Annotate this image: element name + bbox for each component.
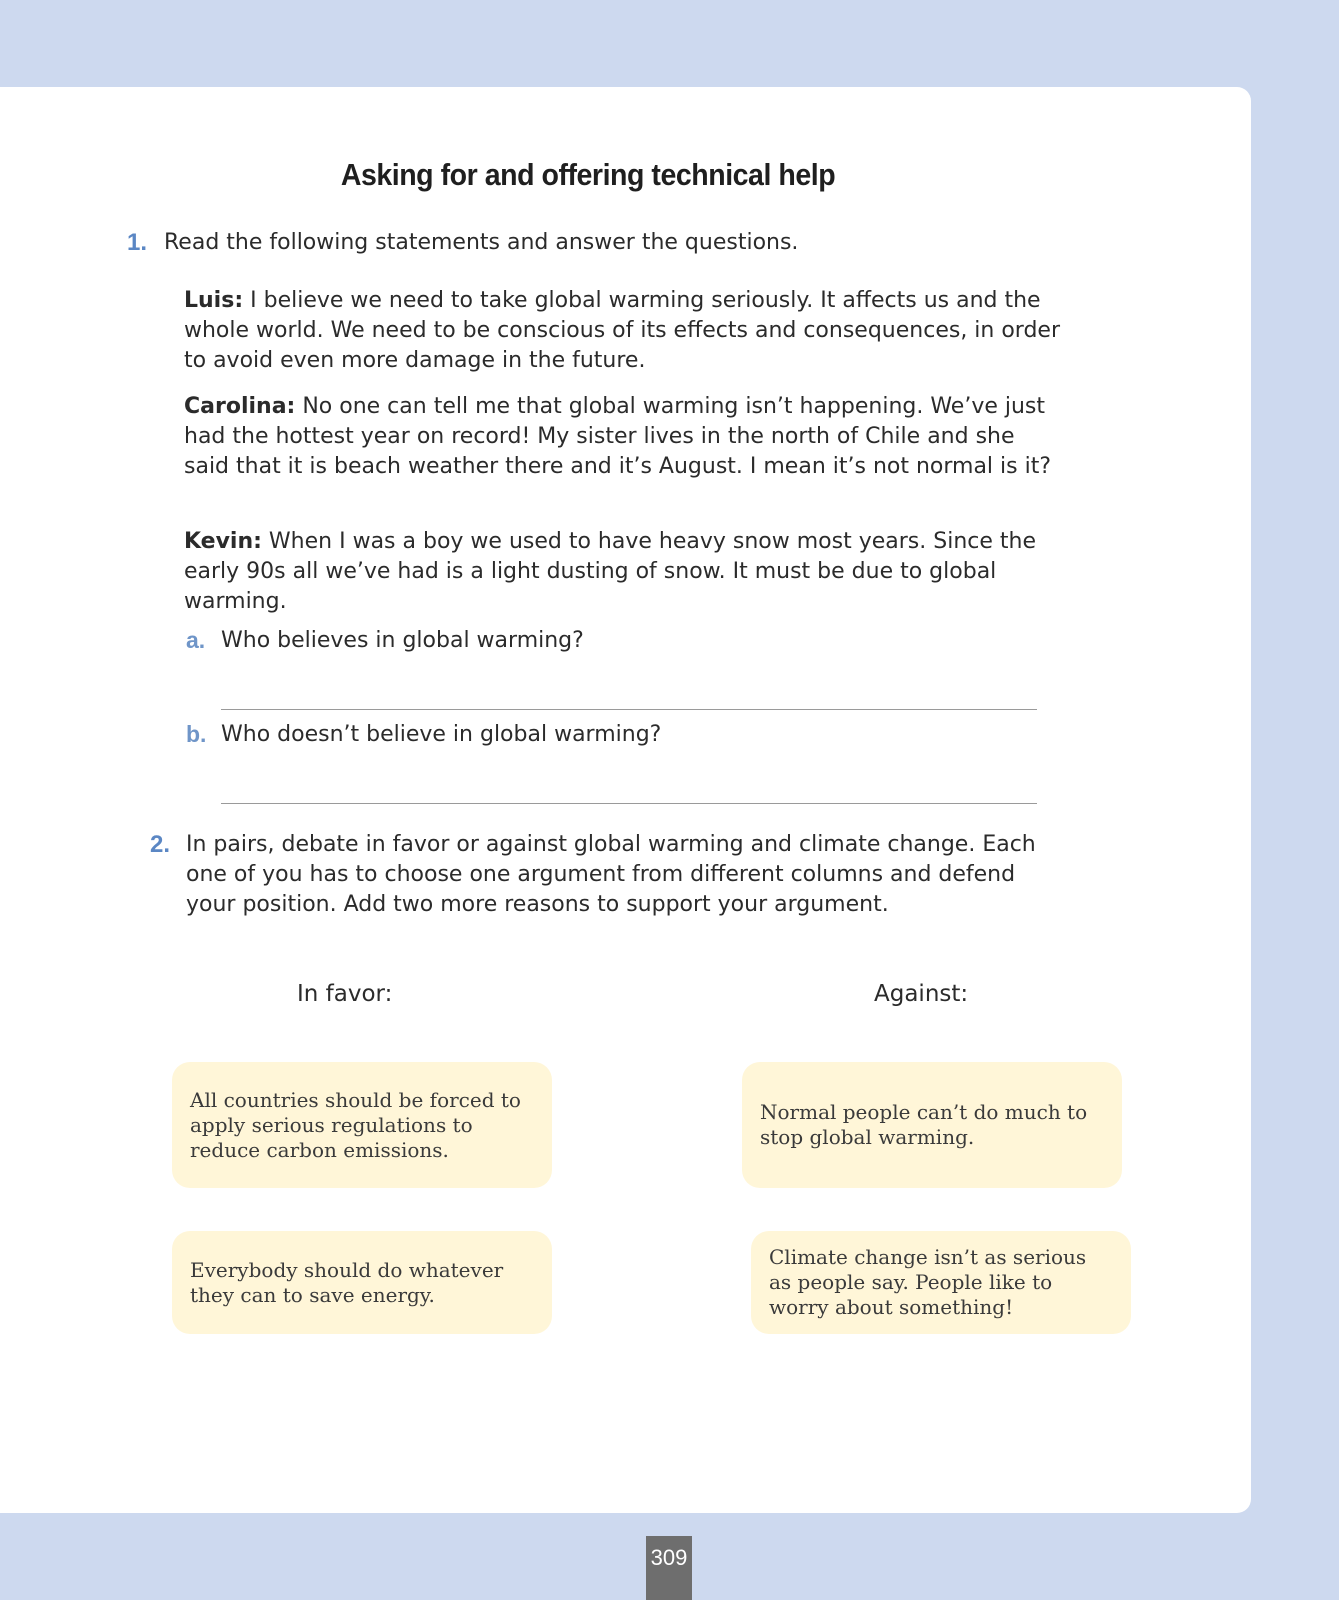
page-number: 309 [646, 1536, 692, 1600]
answer-line-a[interactable] [221, 709, 1037, 710]
worksheet-page [0, 87, 1251, 1513]
question-1-instruction: Read the following statements and answer the questions. [164, 230, 799, 255]
argument-card-against-1[interactable]: Normal people can’t do much to stop global warming. [742, 1062, 1122, 1188]
statement-text: When I was a boy we used to have heavy snow most years. Since the early 90s all we’ve had is a light dusting of snow. It must be due to global warming. [184, 529, 1036, 614]
statement-text: No one can tell me that global warming isn’t happening. We’ve just had the hottest year on record! My sister lives in the north of Chile and she said that it is beach weather there and it’s August. I mean it’s not normal is it? [184, 394, 1052, 479]
column-header-in-favor: In favor: [297, 981, 393, 1007]
question-2-instruction: In pairs, debate in favor or against global warming and climate change. Each one of you has to choose one argument from different columns and defend your position. Add two more reasons to support your argument. [186, 832, 1036, 917]
argument-card-favor-1[interactable]: All countries should be forced to apply serious regulations to reduce carbon emissions. [172, 1062, 552, 1188]
sub-question-b-text: Who doesn’t believe in global warming? [221, 722, 662, 747]
speaker-name: Kevin: [184, 529, 262, 554]
argument-card-favor-2[interactable]: Everybody should do whatever they can to save energy. [172, 1231, 552, 1334]
answer-line-b[interactable] [221, 803, 1037, 804]
question-2-number: 2. [150, 831, 171, 858]
speaker-name: Carolina: [184, 394, 296, 419]
sub-question-b-letter: b. [186, 721, 207, 747]
argument-card-against-2[interactable]: Climate change isn’t as serious as people say. People like to worry about something! [751, 1231, 1131, 1334]
statement-text: I believe we need to take global warming seriously. It affects us and the whole world. We need to be conscious of its effects and consequences, in order to avoid even more damage in the future. [184, 288, 1061, 373]
sub-question-a-text: Who believes in global warming? [221, 628, 584, 653]
sub-question-a-letter: a. [186, 627, 206, 653]
question-1-number: 1. [127, 229, 148, 256]
statement-carolina [184, 392, 1064, 482]
page-title: Asking for and offering technical help [340, 157, 836, 192]
statement-luis [184, 286, 1064, 376]
speaker-name: Luis: [184, 288, 244, 313]
column-header-against: Against: [874, 981, 969, 1007]
statement-kevin [184, 527, 1064, 617]
